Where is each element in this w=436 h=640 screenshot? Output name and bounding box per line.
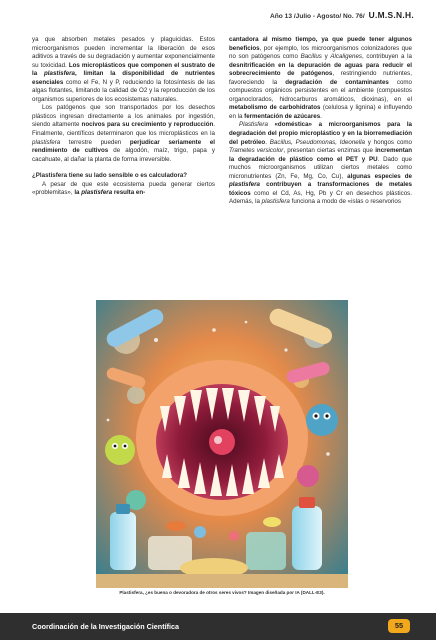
- paragraph: [229, 121, 412, 206]
- text-run: , presentan ciertas enzimas que: [283, 147, 376, 155]
- text-run: como compuestos orgánicos persistentes en el ambiente (compuestos organoclorados, hidrocarburos aromáticos, dioxinas), en el: [229, 78, 412, 103]
- page-header: [270, 10, 414, 20]
- text-run: como el Fe, N y P, reduciendo la fotosíntesis de las algas flotantes, limitando la calidad de O2 y la reproducción de los organismos superiores de los ecosistemas naturales.: [32, 78, 215, 103]
- bold-run: nocivos para su crecimiento y reproducción: [81, 121, 214, 129]
- paragraph: [32, 36, 215, 104]
- text-run: funciona a modo de «islas o reservorios: [289, 198, 401, 206]
- issue-info: Año 13 /Julio - Agosto/ No. 76/: [270, 13, 365, 20]
- paragraph: [32, 181, 215, 198]
- italic-run: plastisfera: [44, 70, 75, 78]
- bold-run: «doméstica» a microorganismos para la degradación del propio microplástico y en la biorremediación del petróleo: [229, 121, 412, 146]
- bold-run: resulta en-: [112, 189, 146, 197]
- italic-run: Bacillus, Pseudomonas, Ideonella: [269, 138, 365, 146]
- text-run: .: [320, 112, 322, 120]
- page-footer: [0, 613, 436, 640]
- text-run: A pesar de que este ecosistema pueda generar ciertos «problemitas»,: [32, 180, 215, 197]
- text-run: y hongos como: [364, 138, 412, 146]
- institution-name: U.M.S.N.H.: [368, 10, 414, 20]
- text-run: , por ejemplo, los microorganismos colonizadores que no son patógenos como: [229, 44, 412, 61]
- bold-run: perjudicar seriamente el rendimiento de cultivos: [32, 138, 215, 155]
- text-run: y: [321, 53, 331, 61]
- section-question-heading: ¿Plastisfera tiene su lado sensible o es calculadora?: [32, 172, 188, 180]
- bold-run: Los microplásticos que componen el sustrato de la: [32, 61, 215, 78]
- text-run: de algodón, maíz, trigo, papa y cacahuate, al dañar la planta de forma irreversible.: [32, 147, 215, 163]
- text-run: (celulosa y lignina) e influyendo en la: [229, 104, 412, 120]
- italic-run: Plastisfera: [239, 121, 268, 129]
- text-run: como el Cd, As, Hg, Pb y Cr en desechos plásticos. Además, la: [229, 189, 412, 206]
- bold-run: la: [74, 189, 82, 197]
- page-number-badge: 55: [388, 619, 410, 633]
- text-run: ya que absorben metales pesados y plaguicidas. Estos microorganismos pueden incrementar la liberación de esos aditivos a través de su degradación y aumentar exponencialmente su toxicidad.: [32, 36, 215, 69]
- footer-section-name: Coordinación de la Investigación Científica: [32, 622, 179, 631]
- paragraph: [229, 36, 412, 121]
- bold-run: degradación de contaminantes: [285, 78, 389, 86]
- text-run: , contribuyen a la: [362, 53, 412, 61]
- bold-run: cantadora al mismo tiempo, ya que puede tener algunos beneficios: [229, 36, 412, 52]
- bold-italic-run: plastisfera: [229, 181, 260, 189]
- text-run: . Dado que muchos microorganismos utilizan ciertos metales como micronutrientes (Zn, Fe, Mg, Co, Cu),: [229, 155, 412, 180]
- plastisphere-illustration: [96, 300, 348, 588]
- right-column: [229, 36, 412, 207]
- text-run: terrestre pueden: [60, 138, 130, 146]
- bold-italic-run: plastisfera: [81, 189, 113, 197]
- bold-run: algunas especies de: [347, 172, 412, 180]
- figure-caption: Plastisfera, ¿es buena o devoradora de otros seres vivos? Imagen diseñada por IA (DALL-E3).: [119, 590, 325, 595]
- text-run: .: [265, 138, 270, 146]
- left-column: [32, 36, 215, 207]
- italic-run: Trametes versicolor: [229, 147, 284, 155]
- paragraph: [32, 104, 215, 164]
- article-body: [32, 36, 412, 207]
- bold-run: fermentación de azúcares: [244, 112, 321, 120]
- bold-run: contribuyen a transformaciones de metales tóxicos: [229, 181, 412, 197]
- text-run: Los patógenos que son transportados por los desechos plásticos ingresan directamente a los animales por ingestión, siendo altamente: [32, 104, 215, 129]
- bold-run: metabolismo de carbohidratos: [229, 104, 321, 112]
- bold-run: incrementan la degradación de plástico como el PET y PU: [229, 147, 412, 163]
- italic-run: Alcaligenes: [330, 53, 362, 61]
- italic-run: plastisfera: [261, 198, 290, 206]
- text-run: , restringiendo nutrientes, favoreciendo la: [229, 70, 412, 86]
- bold-run: desnitrificación en la depuración de aguas para reducir el sobrecrecimiento de patógenos: [229, 61, 412, 78]
- bold-run: , limitan la disponibilidad de nutrientes esenciales: [32, 70, 215, 86]
- italic-run: Bacillus: [300, 53, 322, 61]
- text-run: . Finalmente, científicos determinaron que los microplásticos en la: [32, 121, 215, 138]
- italic-run: plastisfera: [32, 138, 61, 146]
